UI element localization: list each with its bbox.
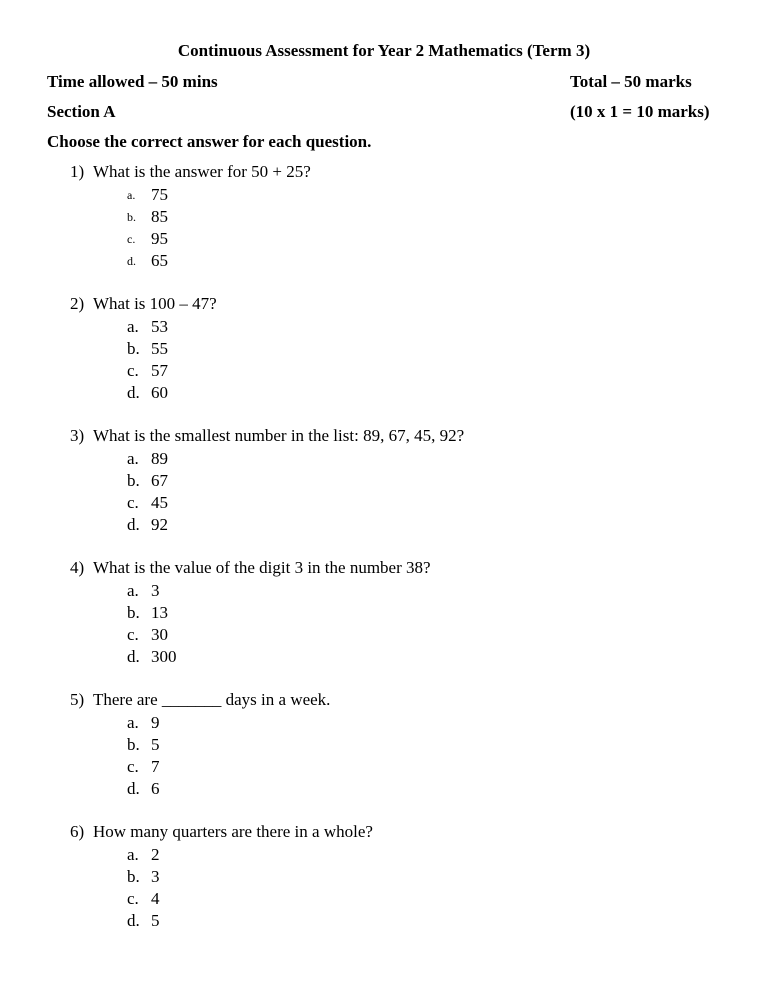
option-list (70, 316, 710, 404)
option-letter: b. (127, 339, 140, 358)
option-value: 92 (151, 515, 168, 534)
question-stem (70, 426, 710, 448)
option-letter: d. (127, 647, 140, 666)
option-d[interactable] (70, 250, 710, 272)
option-letter: a. (127, 845, 139, 864)
question-text: What is the smallest number in the list: 89, 67, 45, 92? (93, 426, 465, 445)
option-letter: d. (127, 254, 136, 268)
option-d[interactable] (70, 910, 710, 932)
option-list (70, 580, 710, 668)
option-b[interactable] (70, 734, 710, 756)
option-letter: b. (127, 471, 140, 490)
option-a[interactable] (70, 448, 710, 470)
option-letter: d. (127, 911, 140, 930)
option-letter: d. (127, 515, 140, 534)
option-value: 65 (151, 251, 168, 270)
option-value: 3 (151, 581, 160, 600)
option-letter: a. (127, 713, 139, 732)
question-1 (70, 162, 710, 272)
option-c[interactable] (70, 228, 710, 250)
option-list (70, 448, 710, 536)
time-allowed: Time allowed – 50 mins (47, 72, 218, 91)
option-letter: a. (127, 188, 136, 202)
option-letter: c. (127, 757, 139, 776)
option-value: 67 (151, 471, 168, 490)
option-c[interactable] (70, 888, 710, 910)
question-number: 1) (70, 162, 85, 181)
question-number: 6) (70, 822, 85, 841)
option-value: 9 (151, 713, 160, 732)
option-value: 45 (151, 493, 168, 512)
section-label: Section A (47, 102, 116, 121)
option-value: 75 (151, 185, 168, 204)
option-b[interactable] (70, 470, 710, 492)
option-value: 7 (151, 757, 160, 776)
question-4 (70, 558, 710, 668)
option-a[interactable] (70, 580, 710, 602)
option-value: 60 (151, 383, 168, 402)
page-title: Continuous Assessment for Year 2 Mathematics (Term 3) (177, 41, 591, 60)
option-value: 3 (151, 867, 160, 886)
option-value: 57 (151, 361, 168, 380)
question-5 (70, 690, 710, 800)
option-letter: b. (127, 735, 140, 754)
option-c[interactable] (70, 624, 710, 646)
option-list (70, 844, 710, 932)
option-value: 5 (151, 911, 160, 930)
option-list (70, 184, 710, 272)
option-letter: b. (127, 210, 136, 224)
option-letter: a. (127, 581, 139, 600)
option-b[interactable] (70, 338, 710, 360)
question-stem (70, 162, 710, 184)
option-list (70, 712, 710, 800)
option-d[interactable] (70, 646, 710, 668)
option-c[interactable] (70, 360, 710, 382)
option-a[interactable] (70, 712, 710, 734)
question-number: 2) (70, 294, 85, 313)
question-text: How many quarters are there in a whole? (93, 822, 373, 841)
option-b[interactable] (70, 206, 710, 228)
question-text: What is 100 – 47? (93, 294, 217, 313)
option-letter: a. (127, 317, 139, 336)
option-letter: c. (127, 361, 139, 380)
question-2 (70, 294, 710, 404)
option-value: 13 (151, 603, 168, 622)
question-number: 3) (70, 426, 85, 445)
option-value: 85 (151, 207, 168, 226)
option-letter: d. (127, 779, 140, 798)
question-stem (70, 690, 710, 712)
option-letter: c. (127, 232, 136, 246)
option-letter: a. (127, 449, 139, 468)
option-value: 300 (151, 647, 177, 666)
option-letter: b. (127, 867, 140, 886)
question-number: 4) (70, 558, 85, 577)
option-b[interactable] (70, 602, 710, 624)
question-text: What is the answer for 50 + 25? (93, 162, 311, 181)
question-text: There are _______ days in a week. (93, 690, 331, 709)
option-value: 2 (151, 845, 160, 864)
option-value: 6 (151, 779, 160, 798)
option-d[interactable] (70, 514, 710, 536)
option-letter: c. (127, 625, 139, 644)
option-c[interactable] (70, 492, 710, 514)
option-value: 53 (151, 317, 168, 336)
option-a[interactable] (70, 844, 710, 866)
total-marks: Total – 50 marks (570, 72, 692, 91)
question-number: 5) (70, 690, 85, 709)
option-letter: c. (127, 493, 139, 512)
option-value: 55 (151, 339, 168, 358)
instruction-text: Choose the correct answer for each question. (47, 132, 372, 151)
option-d[interactable] (70, 382, 710, 404)
section-marks: (10 x 1 = 10 marks) (570, 102, 710, 121)
option-c[interactable] (70, 756, 710, 778)
option-value: 89 (151, 449, 168, 468)
option-b[interactable] (70, 866, 710, 888)
option-a[interactable] (70, 316, 710, 338)
option-d[interactable] (70, 778, 710, 800)
question-3 (70, 426, 710, 536)
question-stem (70, 822, 710, 844)
question-stem (70, 294, 710, 316)
option-letter: d. (127, 383, 140, 402)
option-value: 4 (151, 889, 160, 908)
option-letter: c. (127, 889, 139, 908)
question-text: What is the value of the digit 3 in the number 38? (93, 558, 431, 577)
option-value: 30 (151, 625, 168, 644)
option-a[interactable] (70, 184, 710, 206)
option-value: 95 (151, 229, 168, 248)
question-6 (70, 822, 710, 932)
option-letter: b. (127, 603, 140, 622)
question-stem (70, 558, 710, 580)
option-value: 5 (151, 735, 160, 754)
